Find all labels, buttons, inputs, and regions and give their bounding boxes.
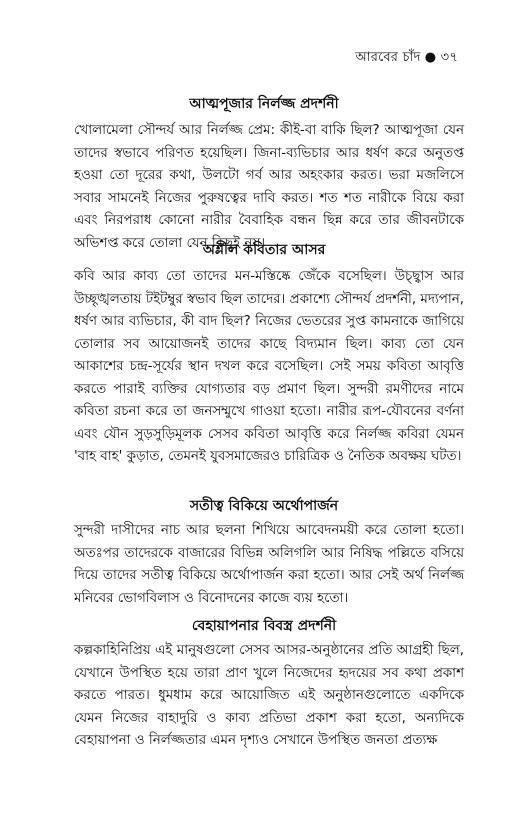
section-paragraph-1: খোলামেলা সৌন্দর্য আর নির্লজ্জ প্রেম: কীই-বা বাকি ছিল? আত্মপূজা যেন তাদের স্বভাবে পরিণত হয়েছিল। জিনা-ব্যভিচার আর ধর্ষণ করে অনুতপ্ত হওয়া তো দূরের কথা, উলটো গর্ব আর অহংকার করত। ভরা মজলিসে সবার সামনেই নিজের পুরুষত্বের দাবি করত। শত শত নারীকে বিয়ে করা এবং নিরপরাধ কোনো নারীর বৈবাহিক বন্ধন ছিন্ন করে তার জীবনটাকে অভিশপ্ত করে তোলা যেন কিছুই নয়। — [74, 123, 464, 251]
section-paragraph-2: কবি আর কাব্য তো তাদের মন-মস্তিষ্কে জেঁকে বসেছিল। উচ্ছ্বাস আর উচ্ছৃঙ্খলতায় টইটম্বুর স্বভাব ছিল তাদের। প্রকাশ্যে সৌন্দর্য প্রদর্শনী, মদ্যপান, ধর্ষণ আর ব্যভিচার, কী বাদ ছিল? নিজের ভেতরের সুপ্ত কামনাকে জাগিয়ে তোলার সব আয়োজনই তাদের কাছে বিদ্যমান ছিল। কাব্য তো যেন আকাশের চন্দ্র-সূর্যের স্থান দখল করে বসেছিল। সেই সময় কবিতা আবৃত্তি করতে পারাই ব্যক্তির যোগ্যতার বড় প্রমাণ ছিল। সুন্দরী রমণীদের নামে কবিতা রচনা করে তা জনসম্মুখে গাওয়া হতো। নারীর রূপ-যৌবনের বর্ণনা এবং যৌন সুড়সুড়িমূলক সেসব কবিতা আবৃত্তি করে নির্লজ্জ কবিরা যেমন 'বাহ বাহ' কুড়াত, তেমনই যুবসমাজেরও চারিত্রিক ও নৈতিক অবক্ষয় ঘটত। — [74, 269, 464, 464]
section-title-4: বেহায়াপনার বিবস্ত্র প্রদর্শনী — [191, 618, 337, 634]
page-header: আরবের চাঁদ ● ৩৭ — [355, 50, 458, 65]
section-paragraph-3: সুন্দরী দাসীদের নাচ আর ছলনা শিখিয়ে আবেদনময়ী করে তোলা হতো। অতঃপর তাদেরকে বাজারের বিভিন্ন অলিগলি আর নিষিদ্ধ পল্লিতে বসিয়ে দিয়ে তাদের সতীত্ব বিকিয়ে অর্থোপার্জন করা হতো। আর সেই অর্থ নির্লজ্জ মনিবের ভোগবিলাস ও বিনোদনের কাজে ব্যয় হতো। — [74, 523, 464, 606]
section-title-1: আত্মপূজার নির্লজ্জ প্রদর্শনী — [189, 96, 339, 112]
section-paragraph-4: কল্পকাহিনিপ্রিয় এই মানুষগুলো সেসব আসর-অনুষ্ঠানের প্রতি আগ্রহী ছিল, যেখানে উপস্থিত হয়ে তারা প্রাণ খুলে নিজেদের হৃদয়ের সব কথা প্রকাশ করতে পারত। ধুমধাম করে আয়োজিত এই অনুষ্ঠানগুলোতে একদিকে যেমন নিজের বাহাদুরি ও কাব্য প্রতিভা প্রকাশ করা হতো, অন্যদিকে বেহায়াপনা ও নির্লজ্জতার এমন দৃশ্যও সেখানে উপস্থিত জনতা প্রত্যক্ষ — [74, 643, 464, 748]
section-title-3: সতীত্ব বিকিয়ে অর্থোপার্জন — [189, 498, 339, 514]
section-title-2: অশ্লীল কবিতার আসর — [202, 242, 326, 258]
